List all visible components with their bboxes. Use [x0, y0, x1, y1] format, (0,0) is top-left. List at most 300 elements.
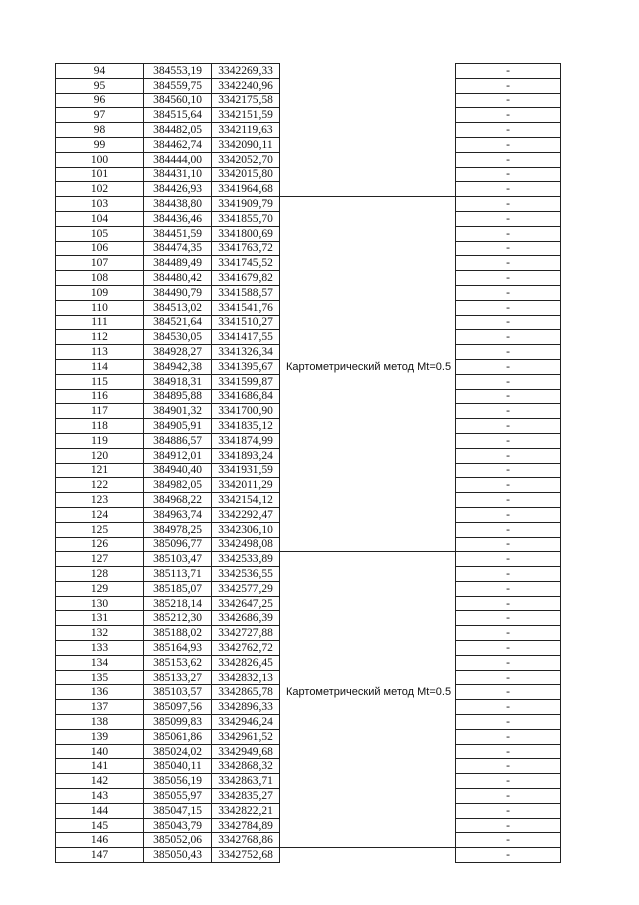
accuracy-cell: - — [456, 567, 561, 582]
method-cell — [280, 374, 456, 389]
table-row — [56, 137, 561, 152]
y-coordinate-cell: 3341588,57 — [212, 285, 280, 300]
method-label: Картометрический метод Mt=0.5 — [280, 685, 456, 700]
accuracy-cell: - — [456, 774, 561, 789]
x-coordinate-cell: 385097,56 — [144, 700, 212, 715]
y-coordinate-cell: 3342949,68 — [212, 744, 280, 759]
x-coordinate-cell: 384482,05 — [144, 123, 212, 138]
point-number-cell: 142 — [56, 774, 144, 789]
point-number-cell: 143 — [56, 789, 144, 804]
table-row — [56, 670, 561, 685]
table-row — [56, 404, 561, 419]
method-cell — [280, 581, 456, 596]
coordinates-table-body — [56, 64, 561, 863]
point-number-cell: 115 — [56, 374, 144, 389]
accuracy-cell: - — [456, 241, 561, 256]
accuracy-cell: - — [456, 803, 561, 818]
method-cell — [280, 182, 456, 197]
x-coordinate-cell: 384928,27 — [144, 345, 212, 360]
y-coordinate-cell: 3342154,12 — [212, 493, 280, 508]
method-cell — [280, 211, 456, 226]
table-row — [56, 374, 561, 389]
x-coordinate-cell: 384513,02 — [144, 300, 212, 315]
y-coordinate-cell: 3342536,55 — [212, 567, 280, 582]
point-number-cell: 102 — [56, 182, 144, 197]
x-coordinate-cell: 384444,00 — [144, 152, 212, 167]
y-coordinate-cell: 3341541,76 — [212, 300, 280, 315]
table-row — [56, 167, 561, 182]
method-cell — [280, 567, 456, 582]
x-coordinate-cell: 384438,80 — [144, 197, 212, 212]
x-coordinate-cell: 384982,05 — [144, 478, 212, 493]
accuracy-cell: - — [456, 759, 561, 774]
table-row — [56, 641, 561, 656]
y-coordinate-cell: 3342011,29 — [212, 478, 280, 493]
accuracy-cell: - — [456, 152, 561, 167]
table-row — [56, 818, 561, 833]
point-number-cell: 97 — [56, 108, 144, 123]
table-row — [56, 848, 561, 863]
accuracy-cell: - — [456, 123, 561, 138]
point-number-cell: 125 — [56, 522, 144, 537]
y-coordinate-cell: 3341395,67 — [212, 359, 280, 374]
method-cell — [280, 433, 456, 448]
x-coordinate-cell: 384912,01 — [144, 448, 212, 463]
y-coordinate-cell: 3342498,08 — [212, 537, 280, 552]
method-cell — [280, 241, 456, 256]
x-coordinate-cell: 384426,93 — [144, 182, 212, 197]
accuracy-cell: - — [456, 285, 561, 300]
point-number-cell: 133 — [56, 641, 144, 656]
point-number-cell: 117 — [56, 404, 144, 419]
y-coordinate-cell: 3342768,86 — [212, 833, 280, 848]
method-cell — [280, 123, 456, 138]
y-coordinate-cell: 3342647,25 — [212, 596, 280, 611]
x-coordinate-cell: 384559,75 — [144, 78, 212, 93]
point-number-cell: 139 — [56, 729, 144, 744]
table-row — [56, 626, 561, 641]
method-cell — [280, 419, 456, 434]
table-row — [56, 345, 561, 360]
x-coordinate-cell: 385188,02 — [144, 626, 212, 641]
method-cell — [280, 152, 456, 167]
x-coordinate-cell: 385153,62 — [144, 655, 212, 670]
x-coordinate-cell: 384474,35 — [144, 241, 212, 256]
x-coordinate-cell: 385164,93 — [144, 641, 212, 656]
x-coordinate-cell: 384521,64 — [144, 315, 212, 330]
table-row — [56, 93, 561, 108]
x-coordinate-cell: 384895,88 — [144, 389, 212, 404]
table-row — [56, 567, 561, 582]
table-row — [56, 685, 561, 700]
x-coordinate-cell: 385185,07 — [144, 581, 212, 596]
table-row — [56, 315, 561, 330]
y-coordinate-cell: 3342896,33 — [212, 700, 280, 715]
x-coordinate-cell: 384905,91 — [144, 419, 212, 434]
table-row — [56, 123, 561, 138]
method-cell — [280, 655, 456, 670]
point-number-cell: 123 — [56, 493, 144, 508]
x-coordinate-cell: 384489,49 — [144, 256, 212, 271]
method-cell — [280, 389, 456, 404]
table-row — [56, 359, 561, 374]
accuracy-cell: - — [456, 715, 561, 730]
y-coordinate-cell: 3342240,96 — [212, 78, 280, 93]
x-coordinate-cell: 385056,19 — [144, 774, 212, 789]
method-cell — [280, 759, 456, 774]
accuracy-cell: - — [456, 641, 561, 656]
y-coordinate-cell: 3341763,72 — [212, 241, 280, 256]
method-cell — [280, 226, 456, 241]
table-row — [56, 581, 561, 596]
table-row — [56, 78, 561, 93]
y-coordinate-cell: 3341599,87 — [212, 374, 280, 389]
point-number-cell: 118 — [56, 419, 144, 434]
point-number-cell: 137 — [56, 700, 144, 715]
accuracy-cell: - — [456, 596, 561, 611]
accuracy-cell: - — [456, 626, 561, 641]
accuracy-cell: - — [456, 493, 561, 508]
table-row — [56, 211, 561, 226]
method-cell — [280, 493, 456, 508]
accuracy-cell: - — [456, 404, 561, 419]
method-cell — [280, 345, 456, 360]
x-coordinate-cell: 385099,83 — [144, 715, 212, 730]
y-coordinate-cell: 3342727,88 — [212, 626, 280, 641]
point-number-cell: 103 — [56, 197, 144, 212]
table-row — [56, 448, 561, 463]
accuracy-cell: - — [456, 789, 561, 804]
y-coordinate-cell: 3341964,68 — [212, 182, 280, 197]
y-coordinate-cell: 3342784,89 — [212, 818, 280, 833]
point-number-cell: 126 — [56, 537, 144, 552]
x-coordinate-cell: 385050,43 — [144, 848, 212, 863]
y-coordinate-cell: 3341874,99 — [212, 433, 280, 448]
table-row — [56, 256, 561, 271]
point-number-cell: 145 — [56, 818, 144, 833]
x-coordinate-cell: 384918,31 — [144, 374, 212, 389]
accuracy-cell: - — [456, 419, 561, 434]
method-cell — [280, 596, 456, 611]
table-row — [56, 330, 561, 345]
table-row — [56, 611, 561, 626]
method-label: Картометрический метод Mt=0.5 — [280, 359, 456, 374]
point-number-cell: 135 — [56, 670, 144, 685]
point-number-cell: 101 — [56, 167, 144, 182]
accuracy-cell: - — [456, 655, 561, 670]
point-number-cell: 120 — [56, 448, 144, 463]
y-coordinate-cell: 3342175,58 — [212, 93, 280, 108]
y-coordinate-cell: 3341745,52 — [212, 256, 280, 271]
x-coordinate-cell: 384963,74 — [144, 507, 212, 522]
method-cell — [280, 300, 456, 315]
method-cell — [280, 670, 456, 685]
table-row — [56, 478, 561, 493]
y-coordinate-cell: 3342863,71 — [212, 774, 280, 789]
point-number-cell: 96 — [56, 93, 144, 108]
table-row — [56, 774, 561, 789]
accuracy-cell: - — [456, 700, 561, 715]
point-number-cell: 122 — [56, 478, 144, 493]
coordinates-table — [55, 63, 561, 863]
point-number-cell: 98 — [56, 123, 144, 138]
point-number-cell: 100 — [56, 152, 144, 167]
point-number-cell: 104 — [56, 211, 144, 226]
table-row — [56, 389, 561, 404]
accuracy-cell: - — [456, 108, 561, 123]
point-number-cell: 136 — [56, 685, 144, 700]
accuracy-cell: - — [456, 818, 561, 833]
method-cell — [280, 315, 456, 330]
point-number-cell: 141 — [56, 759, 144, 774]
x-coordinate-cell: 384431,10 — [144, 167, 212, 182]
table-row — [56, 419, 561, 434]
table-row — [56, 803, 561, 818]
accuracy-cell: - — [456, 848, 561, 863]
method-cell — [280, 744, 456, 759]
method-cell — [280, 774, 456, 789]
method-cell — [280, 507, 456, 522]
y-coordinate-cell: 3342832,13 — [212, 670, 280, 685]
x-coordinate-cell: 384436,46 — [144, 211, 212, 226]
y-coordinate-cell: 3342090,11 — [212, 137, 280, 152]
accuracy-cell: - — [456, 685, 561, 700]
table-row — [56, 241, 561, 256]
method-cell — [280, 789, 456, 804]
accuracy-cell: - — [456, 359, 561, 374]
y-coordinate-cell: 3341679,82 — [212, 271, 280, 286]
accuracy-cell: - — [456, 167, 561, 182]
accuracy-cell: - — [456, 433, 561, 448]
table-row — [56, 744, 561, 759]
method-cell — [280, 167, 456, 182]
table-row — [56, 789, 561, 804]
y-coordinate-cell: 3342151,59 — [212, 108, 280, 123]
method-cell — [280, 448, 456, 463]
method-cell — [280, 197, 456, 212]
x-coordinate-cell: 385040,11 — [144, 759, 212, 774]
accuracy-cell: - — [456, 374, 561, 389]
accuracy-cell: - — [456, 537, 561, 552]
x-coordinate-cell: 385096,77 — [144, 537, 212, 552]
table-row — [56, 552, 561, 567]
point-number-cell: 107 — [56, 256, 144, 271]
x-coordinate-cell: 384515,64 — [144, 108, 212, 123]
table-row — [56, 152, 561, 167]
point-number-cell: 132 — [56, 626, 144, 641]
accuracy-cell: - — [456, 226, 561, 241]
table-row — [56, 64, 561, 79]
y-coordinate-cell: 3341893,24 — [212, 448, 280, 463]
x-coordinate-cell: 384462,74 — [144, 137, 212, 152]
point-number-cell: 146 — [56, 833, 144, 848]
method-cell — [280, 256, 456, 271]
y-coordinate-cell: 3341855,70 — [212, 211, 280, 226]
accuracy-cell: - — [456, 330, 561, 345]
point-number-cell: 113 — [56, 345, 144, 360]
x-coordinate-cell: 385103,57 — [144, 685, 212, 700]
y-coordinate-cell: 3342822,21 — [212, 803, 280, 818]
table-row — [56, 833, 561, 848]
y-coordinate-cell: 3342961,52 — [212, 729, 280, 744]
x-coordinate-cell: 385052,06 — [144, 833, 212, 848]
table-row — [56, 226, 561, 241]
y-coordinate-cell: 3342533,89 — [212, 552, 280, 567]
point-number-cell: 114 — [56, 359, 144, 374]
point-number-cell: 128 — [56, 567, 144, 582]
method-cell — [280, 330, 456, 345]
table-row — [56, 759, 561, 774]
point-number-cell: 95 — [56, 78, 144, 93]
accuracy-cell: - — [456, 137, 561, 152]
table-row — [56, 700, 561, 715]
y-coordinate-cell: 3341909,79 — [212, 197, 280, 212]
accuracy-cell: - — [456, 729, 561, 744]
table-row — [56, 493, 561, 508]
method-cell — [280, 818, 456, 833]
x-coordinate-cell: 385043,79 — [144, 818, 212, 833]
y-coordinate-cell: 3341686,84 — [212, 389, 280, 404]
x-coordinate-cell: 384940,40 — [144, 463, 212, 478]
method-cell — [280, 285, 456, 300]
method-cell — [280, 137, 456, 152]
table-row — [56, 596, 561, 611]
y-coordinate-cell: 3341417,55 — [212, 330, 280, 345]
accuracy-cell: - — [456, 182, 561, 197]
x-coordinate-cell: 384978,25 — [144, 522, 212, 537]
table-row — [56, 108, 561, 123]
x-coordinate-cell: 384451,59 — [144, 226, 212, 241]
method-cell — [280, 611, 456, 626]
method-cell — [280, 626, 456, 641]
accuracy-cell: - — [456, 345, 561, 360]
point-number-cell: 94 — [56, 64, 144, 79]
point-number-cell: 130 — [56, 596, 144, 611]
y-coordinate-cell: 3342946,24 — [212, 715, 280, 730]
table-row — [56, 300, 561, 315]
method-cell — [280, 848, 456, 863]
point-number-cell: 138 — [56, 715, 144, 730]
accuracy-cell: - — [456, 833, 561, 848]
x-coordinate-cell: 384886,57 — [144, 433, 212, 448]
point-number-cell: 116 — [56, 389, 144, 404]
method-cell — [280, 93, 456, 108]
point-number-cell: 124 — [56, 507, 144, 522]
method-cell — [280, 833, 456, 848]
x-coordinate-cell: 385212,30 — [144, 611, 212, 626]
table-row — [56, 507, 561, 522]
table-row — [56, 197, 561, 212]
y-coordinate-cell: 3342826,45 — [212, 655, 280, 670]
y-coordinate-cell: 3342865,78 — [212, 685, 280, 700]
accuracy-cell: - — [456, 271, 561, 286]
accuracy-cell: - — [456, 315, 561, 330]
point-number-cell: 109 — [56, 285, 144, 300]
y-coordinate-cell: 3342269,33 — [212, 64, 280, 79]
x-coordinate-cell: 384490,79 — [144, 285, 212, 300]
y-coordinate-cell: 3342762,72 — [212, 641, 280, 656]
point-number-cell: 131 — [56, 611, 144, 626]
accuracy-cell: - — [456, 463, 561, 478]
point-number-cell: 144 — [56, 803, 144, 818]
point-number-cell: 134 — [56, 655, 144, 670]
method-cell — [280, 271, 456, 286]
accuracy-cell: - — [456, 507, 561, 522]
point-number-cell: 121 — [56, 463, 144, 478]
y-coordinate-cell: 3342686,39 — [212, 611, 280, 626]
y-coordinate-cell: 3342015,80 — [212, 167, 280, 182]
y-coordinate-cell: 3341700,90 — [212, 404, 280, 419]
table-row — [56, 463, 561, 478]
method-cell — [280, 108, 456, 123]
point-number-cell: 127 — [56, 552, 144, 567]
table-row — [56, 729, 561, 744]
x-coordinate-cell: 384560,10 — [144, 93, 212, 108]
x-coordinate-cell: 384942,38 — [144, 359, 212, 374]
x-coordinate-cell: 385113,71 — [144, 567, 212, 582]
point-number-cell: 111 — [56, 315, 144, 330]
method-cell — [280, 64, 456, 79]
accuracy-cell: - — [456, 300, 561, 315]
point-number-cell: 140 — [56, 744, 144, 759]
point-number-cell: 129 — [56, 581, 144, 596]
x-coordinate-cell: 385061,86 — [144, 729, 212, 744]
method-cell — [280, 700, 456, 715]
x-coordinate-cell: 385103,47 — [144, 552, 212, 567]
x-coordinate-cell: 384530,05 — [144, 330, 212, 345]
accuracy-cell: - — [456, 478, 561, 493]
x-coordinate-cell: 385218,14 — [144, 596, 212, 611]
method-cell — [280, 404, 456, 419]
table-row — [56, 655, 561, 670]
y-coordinate-cell: 3342835,27 — [212, 789, 280, 804]
y-coordinate-cell: 3341510,27 — [212, 315, 280, 330]
accuracy-cell: - — [456, 389, 561, 404]
accuracy-cell: - — [456, 448, 561, 463]
x-coordinate-cell: 384480,42 — [144, 271, 212, 286]
accuracy-cell: - — [456, 93, 561, 108]
accuracy-cell: - — [456, 552, 561, 567]
accuracy-cell: - — [456, 522, 561, 537]
table-row — [56, 433, 561, 448]
y-coordinate-cell: 3341326,34 — [212, 345, 280, 360]
x-coordinate-cell: 385047,15 — [144, 803, 212, 818]
accuracy-cell: - — [456, 670, 561, 685]
y-coordinate-cell: 3342868,32 — [212, 759, 280, 774]
x-coordinate-cell: 384968,22 — [144, 493, 212, 508]
accuracy-cell: - — [456, 197, 561, 212]
accuracy-cell: - — [456, 211, 561, 226]
method-cell — [280, 729, 456, 744]
y-coordinate-cell: 3341800,69 — [212, 226, 280, 241]
accuracy-cell: - — [456, 611, 561, 626]
x-coordinate-cell: 385133,27 — [144, 670, 212, 685]
method-cell — [280, 641, 456, 656]
method-cell — [280, 552, 456, 567]
x-coordinate-cell: 385024,02 — [144, 744, 212, 759]
accuracy-cell: - — [456, 78, 561, 93]
y-coordinate-cell: 3342752,68 — [212, 848, 280, 863]
method-cell — [280, 78, 456, 93]
accuracy-cell: - — [456, 256, 561, 271]
y-coordinate-cell: 3341835,12 — [212, 419, 280, 434]
table-row — [56, 271, 561, 286]
table-row — [56, 715, 561, 730]
y-coordinate-cell: 3342292,47 — [212, 507, 280, 522]
method-cell — [280, 463, 456, 478]
point-number-cell: 99 — [56, 137, 144, 152]
y-coordinate-cell: 3342577,29 — [212, 581, 280, 596]
